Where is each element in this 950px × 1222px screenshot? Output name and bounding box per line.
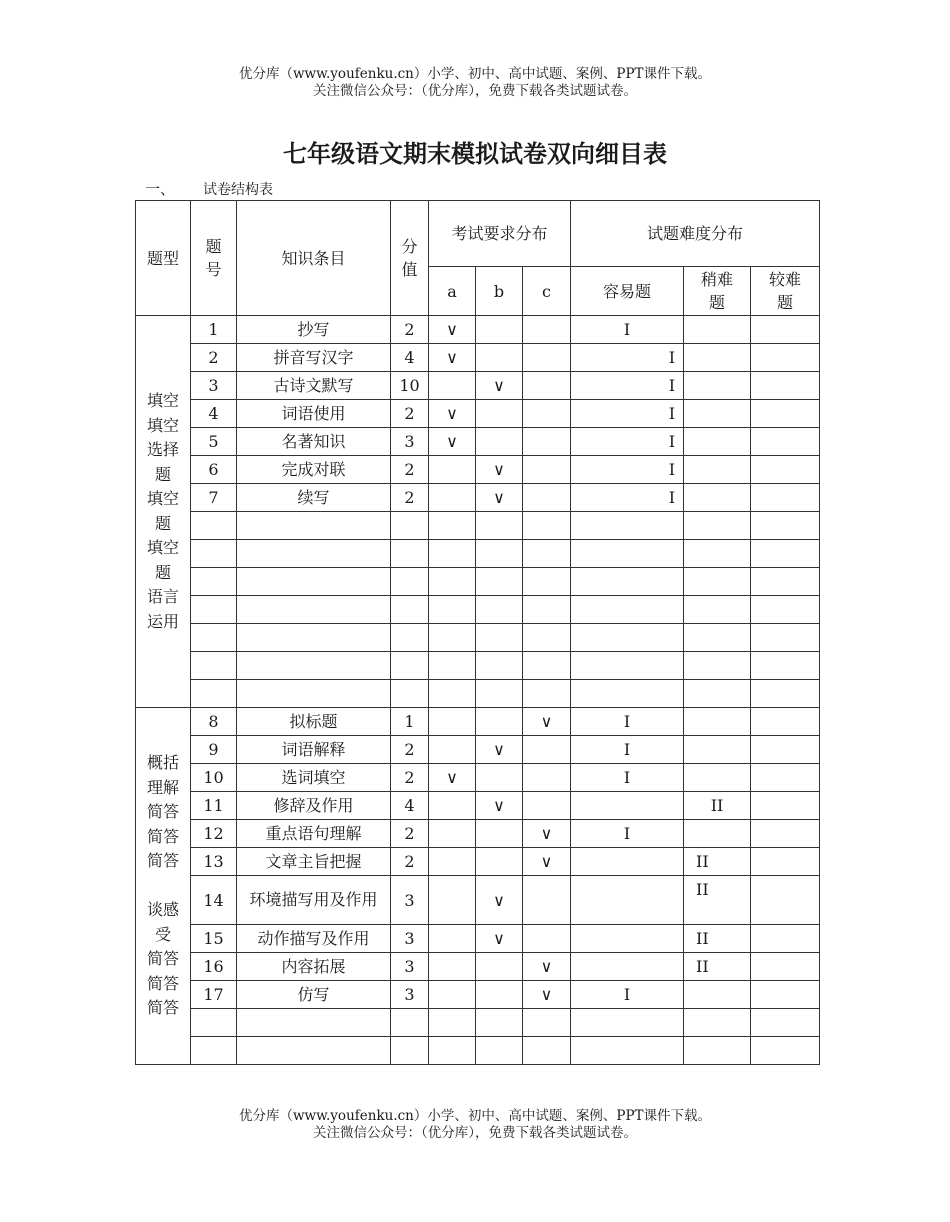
cell-a (429, 512, 476, 540)
col-header-number (191, 201, 237, 316)
cell-hard (751, 820, 820, 848)
table-row-blank (136, 1009, 820, 1037)
cell-topic: 内容拓展 (237, 953, 391, 981)
cell-medium (684, 400, 751, 428)
cell-hard (751, 925, 820, 953)
page-footer (0, 1108, 950, 1142)
cell-topic: 古诗文默写 (237, 372, 391, 400)
cell-hard (751, 540, 820, 568)
cell-a (429, 736, 476, 764)
col-header-score (391, 201, 429, 316)
cell-a (429, 820, 476, 848)
cell-number: 16 (191, 953, 237, 981)
cell-topic: 词语解释 (237, 736, 391, 764)
cell-number: 7 (191, 484, 237, 512)
cell-score (391, 680, 429, 708)
cell-number (191, 540, 237, 568)
header-line-2: 关注微信公众号：（优分库），免费下载各类试题试卷。 (313, 83, 637, 99)
table-row (136, 456, 820, 484)
cell-hard (751, 400, 820, 428)
table-row-blank (136, 624, 820, 652)
section-heading (145, 178, 273, 199)
cell-b (476, 1037, 523, 1065)
cell-easy: I (571, 820, 684, 848)
cell-number: 13 (191, 848, 237, 876)
cell-easy: I (571, 456, 684, 484)
cell-number (191, 596, 237, 624)
cell-topic: 重点语句理解 (237, 820, 391, 848)
cell-medium (684, 540, 751, 568)
cell-a (429, 680, 476, 708)
table-row-blank (136, 680, 820, 708)
col-header-a: a (429, 267, 476, 316)
cell-topic: 词语使用 (237, 400, 391, 428)
cell-score: 4 (391, 344, 429, 372)
question-type-group-2: 概括 理解 简答 简答 简答 谈感 受 简答 简答 简答 (136, 708, 191, 1065)
col-header-medium (684, 267, 751, 316)
table-row (136, 736, 820, 764)
cell-hard (751, 596, 820, 624)
cell-hard (751, 428, 820, 456)
cell-topic: 动作描写及作用 (237, 925, 391, 953)
cell-c (523, 680, 571, 708)
page-header (0, 66, 950, 100)
cell-hard (751, 876, 820, 925)
cell-easy (571, 792, 684, 820)
cell-a: ∨ (429, 764, 476, 792)
cell-score: 2 (391, 316, 429, 344)
col-header-number-text: 题号 (205, 237, 222, 279)
cell-easy: I (571, 316, 684, 344)
cell-b (476, 680, 523, 708)
cell-score: 2 (391, 764, 429, 792)
cell-score (391, 1037, 429, 1065)
cell-medium (684, 764, 751, 792)
cell-medium (684, 456, 751, 484)
table-row-blank (136, 652, 820, 680)
cell-number (191, 1037, 237, 1065)
cell-topic: 仿写 (237, 981, 391, 1009)
cell-score: 3 (391, 981, 429, 1009)
cell-hard (751, 848, 820, 876)
cell-topic (237, 680, 391, 708)
cell-medium (684, 344, 751, 372)
cell-hard (751, 484, 820, 512)
cell-topic: 续写 (237, 484, 391, 512)
cell-topic (237, 568, 391, 596)
cell-hard (751, 512, 820, 540)
cell-easy (571, 876, 684, 925)
cell-b (476, 820, 523, 848)
cell-c (523, 925, 571, 953)
cell-medium (684, 652, 751, 680)
cell-hard (751, 652, 820, 680)
col-header-difficulty: 试题难度分布 (571, 201, 820, 267)
cell-a: ∨ (429, 316, 476, 344)
cell-a (429, 1037, 476, 1065)
cell-c (523, 512, 571, 540)
cell-topic (237, 1037, 391, 1065)
question-type-group-1: 填空 填空 选择 题 填空 题 填空 题 语言 运用 (136, 316, 191, 708)
header-row-1 (136, 201, 820, 267)
cell-hard (751, 372, 820, 400)
cell-easy: I (571, 764, 684, 792)
cell-score: 2 (391, 820, 429, 848)
cell-number: 15 (191, 925, 237, 953)
cell-c (523, 484, 571, 512)
cell-c (523, 652, 571, 680)
cell-score: 2 (391, 400, 429, 428)
cell-b (476, 344, 523, 372)
cell-topic: 修辞及作用 (237, 792, 391, 820)
cell-b (476, 400, 523, 428)
cell-score (391, 540, 429, 568)
cell-hard (751, 1037, 820, 1065)
cell-b (476, 953, 523, 981)
cell-medium (684, 708, 751, 736)
cell-medium (684, 736, 751, 764)
cell-easy (571, 680, 684, 708)
cell-b (476, 568, 523, 596)
cell-easy (571, 848, 684, 876)
cell-score: 2 (391, 848, 429, 876)
cell-score: 2 (391, 484, 429, 512)
cell-topic (237, 512, 391, 540)
cell-easy: I (571, 428, 684, 456)
table-row (136, 981, 820, 1009)
structure-table (135, 200, 820, 1065)
cell-score: 4 (391, 792, 429, 820)
table-row-blank (136, 540, 820, 568)
section-number: 一、 (145, 180, 176, 198)
cell-c: ∨ (523, 708, 571, 736)
col-header-topic: 知识条目 (237, 201, 391, 316)
cell-easy: I (571, 708, 684, 736)
cell-medium (684, 680, 751, 708)
cell-c (523, 456, 571, 484)
cell-b (476, 764, 523, 792)
table-row (136, 372, 820, 400)
col-header-easy: 容易题 (571, 267, 684, 316)
cell-easy: I (571, 484, 684, 512)
cell-c (523, 1037, 571, 1065)
cell-easy (571, 953, 684, 981)
table-row-blank (136, 596, 820, 624)
cell-easy (571, 925, 684, 953)
cell-b (476, 624, 523, 652)
cell-medium (684, 428, 751, 456)
cell-score (391, 596, 429, 624)
cell-topic (237, 1009, 391, 1037)
cell-easy (571, 1037, 684, 1065)
col-header-b: b (476, 267, 523, 316)
cell-c (523, 876, 571, 925)
cell-a (429, 372, 476, 400)
cell-a (429, 568, 476, 596)
cell-b (476, 1009, 523, 1037)
cell-a (429, 484, 476, 512)
cell-number (191, 680, 237, 708)
cell-topic (237, 596, 391, 624)
cell-topic: 选词填空 (237, 764, 391, 792)
cell-number (191, 652, 237, 680)
cell-a (429, 708, 476, 736)
cell-c (523, 764, 571, 792)
cell-topic: 拼音写汉字 (237, 344, 391, 372)
cell-hard (751, 736, 820, 764)
cell-a (429, 456, 476, 484)
cell-hard (751, 456, 820, 484)
cell-score (391, 512, 429, 540)
table-row (136, 792, 820, 820)
cell-medium (684, 512, 751, 540)
cell-score: 3 (391, 925, 429, 953)
footer-line-2: 关注微信公众号：（优分库），免费下载各类试题试卷。 (313, 1125, 637, 1141)
cell-medium (684, 316, 751, 344)
cell-number: 8 (191, 708, 237, 736)
cell-easy (571, 652, 684, 680)
cell-medium (684, 596, 751, 624)
cell-score (391, 624, 429, 652)
table-row-blank (136, 568, 820, 596)
cell-medium (684, 372, 751, 400)
cell-number: 11 (191, 792, 237, 820)
cell-b (476, 316, 523, 344)
col-header-requirement: 考试要求分布 (429, 201, 571, 267)
cell-a (429, 540, 476, 568)
cell-easy (571, 624, 684, 652)
cell-score: 3 (391, 953, 429, 981)
cell-topic: 文章主旨把握 (237, 848, 391, 876)
table-row (136, 925, 820, 953)
cell-score: 1 (391, 708, 429, 736)
cell-a (429, 792, 476, 820)
cell-b: ∨ (476, 372, 523, 400)
cell-number: 12 (191, 820, 237, 848)
cell-hard (751, 981, 820, 1009)
cell-c (523, 400, 571, 428)
table-row (136, 764, 820, 792)
cell-medium: II (684, 792, 751, 820)
cell-number: 3 (191, 372, 237, 400)
cell-medium (684, 981, 751, 1009)
cell-hard (751, 708, 820, 736)
table-row (136, 316, 820, 344)
cell-a (429, 953, 476, 981)
cell-medium: II (684, 876, 751, 925)
page-title: 七年级语文期末模拟试卷双向细目表 (283, 140, 667, 168)
cell-b (476, 540, 523, 568)
table-row (136, 400, 820, 428)
col-header-medium-text: 稍难题 (701, 270, 734, 312)
cell-b (476, 981, 523, 1009)
cell-number: 9 (191, 736, 237, 764)
footer-line-1: 优分库（www.youfenku.cn）小学、初中、高中试题、案例、PPT课件下载。 (238, 1108, 712, 1124)
cell-easy (571, 540, 684, 568)
cell-number: 5 (191, 428, 237, 456)
cell-b: ∨ (476, 792, 523, 820)
cell-hard (751, 344, 820, 372)
cell-easy: I (571, 344, 684, 372)
col-header-c: c (523, 267, 571, 316)
cell-topic (237, 540, 391, 568)
cell-c: ∨ (523, 953, 571, 981)
cell-number (191, 1009, 237, 1037)
cell-number (191, 512, 237, 540)
cell-medium: II (684, 953, 751, 981)
cell-easy: I (571, 372, 684, 400)
cell-a: ∨ (429, 428, 476, 456)
cell-a (429, 624, 476, 652)
cell-c (523, 316, 571, 344)
cell-medium: II (684, 848, 751, 876)
cell-a (429, 925, 476, 953)
cell-medium (684, 568, 751, 596)
cell-medium (684, 1037, 751, 1065)
cell-easy: I (571, 400, 684, 428)
cell-a (429, 596, 476, 624)
cell-topic: 抄写 (237, 316, 391, 344)
cell-easy (571, 596, 684, 624)
cell-topic: 拟标题 (237, 708, 391, 736)
cell-hard (751, 1009, 820, 1037)
cell-hard (751, 568, 820, 596)
table-row (136, 708, 820, 736)
cell-score: 10 (391, 372, 429, 400)
cell-topic (237, 652, 391, 680)
table-row-blank (136, 1037, 820, 1065)
cell-number: 4 (191, 400, 237, 428)
cell-score (391, 1009, 429, 1037)
table-row (136, 820, 820, 848)
cell-medium (684, 820, 751, 848)
cell-b (476, 848, 523, 876)
col-header-type: 题型 (136, 201, 191, 316)
cell-a: ∨ (429, 344, 476, 372)
header-line-1: 优分库（www.youfenku.cn）小学、初中、高中试题、案例、PPT课件下载。 (238, 66, 712, 82)
cell-number: 1 (191, 316, 237, 344)
cell-score: 3 (391, 876, 429, 925)
cell-b: ∨ (476, 876, 523, 925)
table-row (136, 848, 820, 876)
cell-topic: 完成对联 (237, 456, 391, 484)
cell-c (523, 624, 571, 652)
cell-medium (684, 484, 751, 512)
cell-c (523, 568, 571, 596)
cell-c: ∨ (523, 848, 571, 876)
cell-b (476, 512, 523, 540)
cell-c (523, 344, 571, 372)
cell-score (391, 568, 429, 596)
cell-c (523, 736, 571, 764)
cell-easy (571, 568, 684, 596)
cell-a (429, 848, 476, 876)
cell-b (476, 596, 523, 624)
table-row-blank (136, 512, 820, 540)
cell-hard (751, 792, 820, 820)
cell-a: ∨ (429, 400, 476, 428)
cell-score: 2 (391, 456, 429, 484)
cell-c (523, 540, 571, 568)
cell-medium (684, 1009, 751, 1037)
cell-b: ∨ (476, 736, 523, 764)
cell-b: ∨ (476, 925, 523, 953)
col-header-hard-text: 较难题 (769, 270, 802, 312)
cell-a (429, 981, 476, 1009)
cell-score: 3 (391, 428, 429, 456)
cell-medium: II (684, 925, 751, 953)
cell-easy (571, 1009, 684, 1037)
cell-b (476, 652, 523, 680)
cell-topic: 名著知识 (237, 428, 391, 456)
col-header-score-text: 分值 (401, 237, 418, 279)
cell-number (191, 568, 237, 596)
cell-hard (751, 624, 820, 652)
cell-c: ∨ (523, 981, 571, 1009)
table-row (136, 428, 820, 456)
cell-c (523, 1009, 571, 1037)
cell-c (523, 428, 571, 456)
cell-number: 17 (191, 981, 237, 1009)
cell-c (523, 596, 571, 624)
cell-number: 2 (191, 344, 237, 372)
table-row (136, 876, 820, 925)
cell-number: 10 (191, 764, 237, 792)
table-row (136, 344, 820, 372)
cell-topic (237, 624, 391, 652)
cell-b: ∨ (476, 456, 523, 484)
cell-easy (571, 512, 684, 540)
table-row (136, 484, 820, 512)
cell-hard (751, 316, 820, 344)
cell-medium (684, 624, 751, 652)
col-header-hard (751, 267, 820, 316)
cell-hard (751, 764, 820, 792)
cell-hard (751, 953, 820, 981)
cell-c (523, 792, 571, 820)
cell-topic: 环境描写用及作用 (237, 876, 391, 925)
cell-easy: I (571, 981, 684, 1009)
cell-b: ∨ (476, 484, 523, 512)
cell-b (476, 708, 523, 736)
cell-a (429, 876, 476, 925)
section-label: 试卷结构表 (203, 182, 273, 198)
cell-hard (751, 680, 820, 708)
cell-a (429, 1009, 476, 1037)
cell-score: 2 (391, 736, 429, 764)
cell-c: ∨ (523, 820, 571, 848)
table-row (136, 953, 820, 981)
cell-number (191, 624, 237, 652)
cell-easy: I (571, 736, 684, 764)
cell-number: 14 (191, 876, 237, 925)
cell-b (476, 428, 523, 456)
cell-number: 6 (191, 456, 237, 484)
cell-a (429, 652, 476, 680)
cell-c (523, 372, 571, 400)
cell-score (391, 652, 429, 680)
